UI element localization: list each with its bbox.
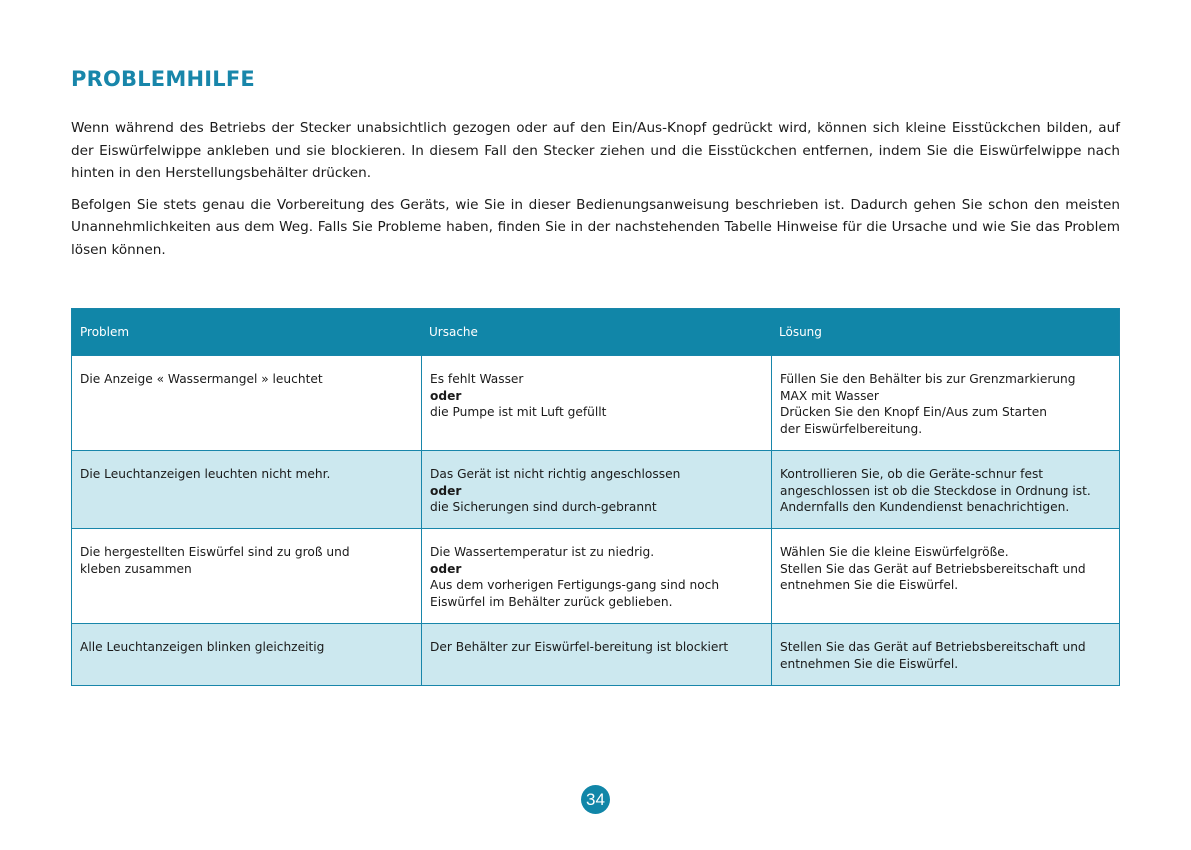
- cause-cell: [421, 624, 771, 685]
- cell-line: entnehmen Sie die Eiswürfel.: [780, 656, 959, 671]
- troubleshooting-table: [71, 308, 1120, 686]
- cause-cell: [421, 356, 771, 450]
- intro-paragraph: Wenn während des Betriebs der Stecker unabsichtlich gezogen oder auf den Ein/Aus-Knopf gedrückt wird, können sich kleine Eisstückchen bilden, auf der Eiswürfelwippe ankleben und sie blockieren. In diesem Fall den Stecker ziehen und die Eisstückchen entfernen, indem Sie die Eiswürfelwippe nach hinten in den Herstellungsbehälter drücken.: [71, 120, 1120, 181]
- cell-line: Die Leuchtanzeigen leuchten nicht mehr.: [80, 467, 331, 481]
- cell-line: der Eiswürfelbereitung.: [780, 422, 923, 437]
- cell-line: Alle Leuchtanzeigen blinken gleichzeitig: [80, 640, 325, 654]
- header-cause: Ursache: [429, 325, 478, 339]
- cell-line: Die hergestellten Eiswürfel sind zu groß und: [80, 545, 350, 559]
- cell-line: Füllen Sie den Behälter bis zur Grenzmarkierung: [780, 372, 1076, 386]
- cause-cell: [421, 529, 771, 623]
- header-solution: Lösung: [779, 325, 822, 339]
- cell-line: Aus dem vorherigen Fertigungs-gang sind noch: [430, 578, 720, 593]
- cell-line: Wählen Sie die kleine Eiswürfelgröße.: [780, 545, 1009, 559]
- problem-cell: [72, 451, 421, 528]
- intro-text: [71, 117, 1120, 270]
- page-number-badge: 34: [581, 785, 610, 814]
- or-label: oder: [430, 388, 462, 403]
- solution-cell: [771, 356, 1119, 450]
- page-title: PROBLEMHILFE: [71, 67, 255, 91]
- cell-line: die Pumpe ist mit Luft gefüllt: [430, 405, 607, 420]
- cause-cell: [421, 451, 771, 528]
- cell-line: Es fehlt Wasser: [430, 372, 524, 386]
- cell-line: Die Anzeige « Wassermangel » leuchtet: [80, 372, 323, 386]
- cell-line: die Sicherungen sind durch-gebrannt: [430, 500, 657, 515]
- cell-line: Drücken Sie den Knopf Ein/Aus zum Starten: [780, 405, 1048, 420]
- table-row: [72, 450, 1119, 528]
- cell-line: Stellen Sie das Gerät auf Betriebsbereitschaft und: [780, 561, 1086, 576]
- cell-line: MAX mit Wasser: [780, 388, 879, 403]
- header-problem: Problem: [80, 325, 130, 339]
- table-row: [72, 528, 1119, 623]
- cell-line: Stellen Sie das Gerät auf Betriebsbereitschaft und: [780, 640, 1086, 654]
- cell-line: Kontrollieren Sie, ob die Geräte-schnur fest: [780, 467, 1044, 481]
- cell-line: Eiswürfel im Behälter zurück geblieben.: [430, 595, 673, 610]
- cell-line: angeschlossen ist ob die Steckdose in Ordnung ist.: [780, 483, 1091, 498]
- solution-cell: [771, 451, 1119, 528]
- cell-line: Andernfalls den Kundendienst benachrichtigen.: [780, 500, 1070, 515]
- solution-cell: [771, 529, 1119, 623]
- cell-line: entnehmen Sie die Eiswürfel.: [780, 578, 959, 593]
- cell-line: Das Gerät ist nicht richtig angeschlossen: [430, 467, 681, 481]
- cell-line: Der Behälter zur Eiswürfel-bereitung ist blockiert: [430, 640, 729, 654]
- problem-cell: [72, 356, 421, 450]
- or-label: oder: [430, 483, 462, 498]
- table-row: [72, 355, 1119, 450]
- solution-cell: [771, 624, 1119, 685]
- problem-cell: [72, 624, 421, 685]
- cell-line: kleben zusammen: [80, 561, 192, 576]
- cell-line: Die Wassertemperatur ist zu niedrig.: [430, 545, 655, 559]
- problem-cell: [72, 529, 421, 623]
- intro-paragraph: Befolgen Sie stets genau die Vorbereitung des Geräts, wie Sie in dieser Bedienungsanweisung beschrieben ist. Dadurch gehen Sie schon den meisten Unannehmlichkeiten aus dem Weg. Falls Sie Probleme haben, finden Sie in der nachstehenden Tabelle Hinweise für die Ursache und wie Sie das Problem lösen können.: [71, 196, 1120, 258]
- table-header-row: [72, 309, 1119, 355]
- table-row: [72, 623, 1119, 685]
- or-label: oder: [430, 561, 462, 576]
